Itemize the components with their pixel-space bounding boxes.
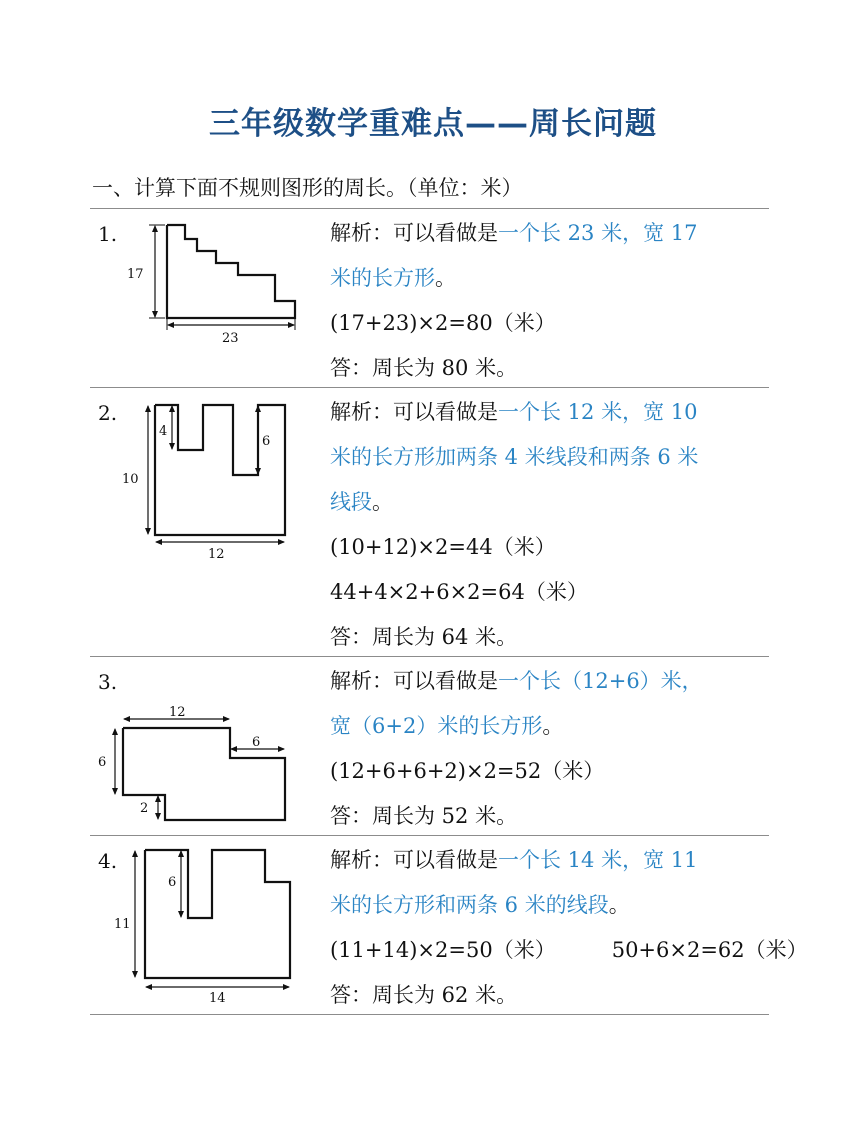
problem-3-formula: (12+6+6+2)×2=52（米）: [330, 759, 605, 783]
divider: [90, 208, 769, 209]
problem-2-figure: [110, 395, 310, 565]
width-label: 23: [222, 331, 239, 346]
page-title: 三年级数学重难点——周长问题: [209, 106, 657, 142]
problem-4-formula-2: 50+6×2=62（米）: [611, 938, 808, 962]
problem-4-analysis: 解析：可以看做是一个长 14 米，宽 11 米的长方形和两条 6 米的线段。 (11+14)×2=50（米） 50+6×2=62（米） 答：周长为 62 米。: [330, 838, 770, 1018]
problem-2-formula-2: 44+4×2+6×2=64（米）: [330, 580, 588, 604]
problem-3-figure: [90, 700, 310, 830]
problem-2-analysis: 解析：可以看做是一个长 12 米，宽 10 米的长方形加两条 4 米线段和两条 6 米 线段。 (10+12)×2=44（米） 44+4×2+6×2=64（米） 答：周长为 64 米。: [330, 390, 770, 660]
step-width-label: 6: [252, 735, 261, 750]
height-label: 10: [122, 472, 139, 487]
problem-3-analysis: 解析：可以看做是一个长（12+6）米， 宽（6+2）米的长方形。 (12+6+6+2)×2=52（米） 答：周长为 52 米。: [330, 659, 770, 839]
step-height-label: 2: [140, 801, 149, 816]
problem-2-formula-1: (10+12)×2=44（米）: [330, 535, 556, 559]
problem-1-formula: (17+23)×2=80（米）: [330, 311, 556, 335]
problem-2-answer: 答：周长为 64 米。: [330, 625, 518, 649]
problem-2-number: 2.: [98, 401, 118, 425]
problem-1-number: 1.: [98, 222, 118, 246]
width-label: 14: [209, 991, 226, 1006]
left-notch-label: 4: [159, 424, 168, 439]
problem-3-answer: 答：周长为 52 米。: [330, 804, 518, 828]
problem-4-number: 4.: [98, 849, 118, 873]
notched-rectangle-shape: [145, 850, 290, 978]
width-label: 12: [208, 547, 225, 562]
staircase-shape: [167, 225, 295, 318]
notch-label: 6: [168, 875, 177, 890]
height-label: 11: [114, 917, 131, 932]
top-width-label: 12: [169, 705, 186, 720]
problem-1-figure: [110, 215, 310, 350]
problem-3-number: 3.: [98, 670, 118, 694]
problem-4-answer: 答：周长为 62 米。: [330, 983, 518, 1007]
height-label: 6: [98, 755, 107, 770]
notched-rectangle-shape: [155, 405, 285, 535]
problem-4-figure: [110, 840, 310, 1010]
problem-1-answer: 答：周长为 80 米。: [330, 356, 518, 380]
height-label: 17: [127, 267, 144, 282]
section-heading: 一、计算下面不规则图形的周长。（单位：米）: [92, 176, 523, 200]
right-notch-label: 6: [262, 434, 271, 449]
problem-1-analysis: 解析：可以看做是一个长 23 米，宽 17 米的长方形。 (17+23)×2=80（米） 答：周长为 80 米。: [330, 211, 770, 391]
problem-4-formula-1: (11+14)×2=50（米）: [330, 938, 556, 962]
